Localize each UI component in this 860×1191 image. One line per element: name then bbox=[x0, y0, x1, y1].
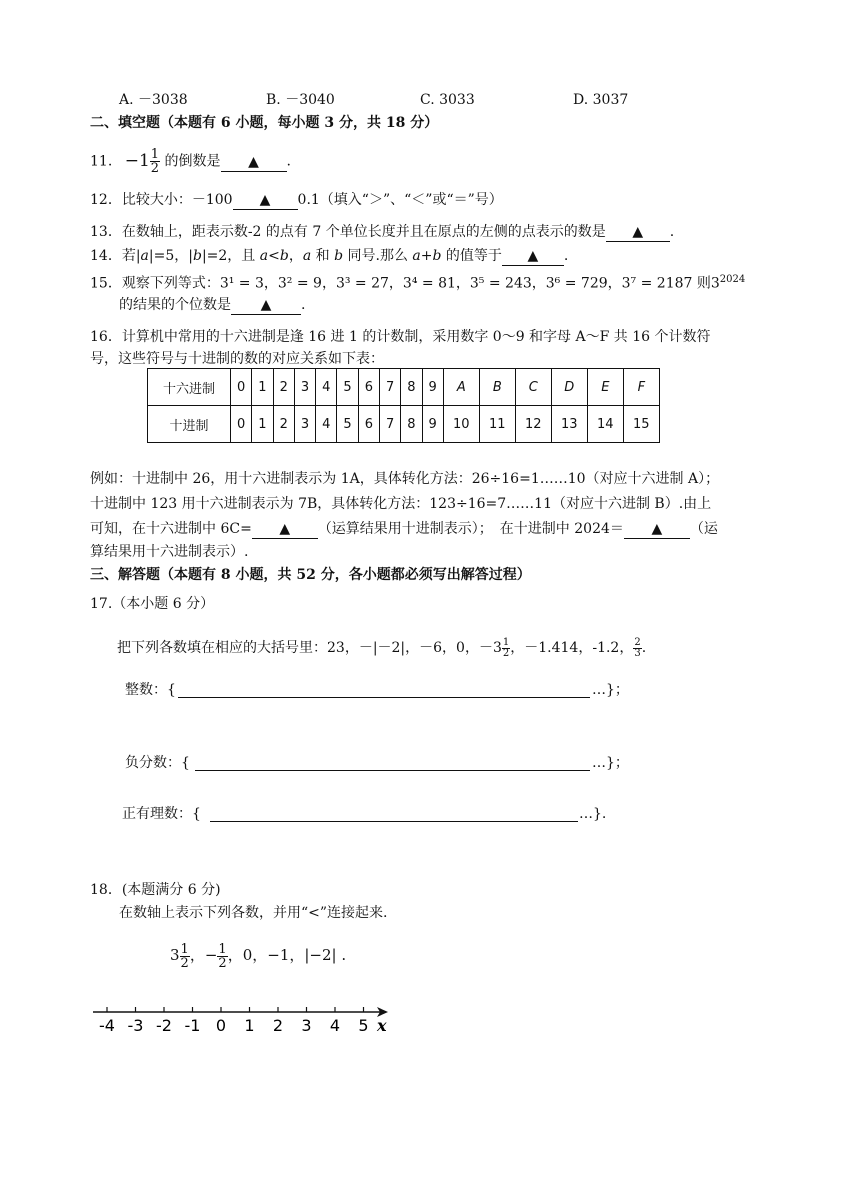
q16-line1: 16．计算机中常用的十六进制是逢 16 进 1 的计数制，采用数字 0～9 和字母 A～F 共 16 个计数符 bbox=[90, 329, 711, 345]
q14-answer-blank[interactable]: ▲ bbox=[502, 248, 564, 266]
q17-intro: 把下列各数填在相应的大括号里：23，－|－2|，－6，0，－3 $\frac{1}{2}$ ，－1.414，-1.2， $\frac{2}{3}$ . bbox=[117, 636, 647, 659]
q16-example1: 例如：十进制中 26，用十六进制表示为 1A，具体转化方法：26÷16=1……10（对应十六进制 A）； bbox=[90, 471, 720, 487]
axis-tick-label: -4 bbox=[99, 1016, 115, 1035]
axis-tick-label: 1 bbox=[244, 1016, 255, 1035]
q16-answer-blank-1[interactable]: ▲ bbox=[252, 521, 318, 539]
q18-numbers: 3 $\frac{1}{2}$ ，− $\frac{1}{2}$ ，0，−1，|−2| . bbox=[170, 941, 347, 971]
q18-intro: 在数轴上表示下列各数，并用“<”连接起来. bbox=[119, 905, 388, 921]
q17-integers: 整数：{ bbox=[125, 682, 176, 698]
q11-fraction: $\frac{1}{2}$ bbox=[150, 147, 160, 176]
axis-tick-label: -3 bbox=[127, 1016, 144, 1035]
q13: 13．在数轴上，距表示数-2 的点有 7 个单位长度并且在原点的左侧的点表示的数是 ▲ . bbox=[90, 224, 675, 240]
number-line[interactable] bbox=[90, 998, 410, 1048]
q11-answer-blank[interactable]: ▲ bbox=[221, 154, 287, 172]
axis-tick-label: 0 bbox=[215, 1016, 227, 1035]
q17-fraction-2: $\frac{2}{3}$ bbox=[634, 636, 641, 659]
q18-head: 18．(本题满分 6 分) bbox=[90, 882, 221, 898]
q17-positive-rationals: 正有理数：{ bbox=[122, 806, 201, 822]
q13-answer-blank[interactable]: ▲ bbox=[606, 224, 670, 242]
q16-line2: 号，这些符号与十进制的数的对应关系如下表： bbox=[90, 351, 384, 367]
option-b: B. －3040 bbox=[266, 92, 335, 108]
q16-example2: 十进制中 123 用十六进制表示为 7B，具体转化方法：123÷16=7……11（对应十六进制 B）.由上 bbox=[90, 496, 712, 512]
negative-fractions-answer-line[interactable] bbox=[195, 769, 590, 771]
q15: 15．观察下列等式：3¹ = 3，3² = 9，3³ = 27，3⁴ = 81，3⁵ = 243，3⁶ = 729，3⁷ = 2187 则$3^{2024}$ bbox=[90, 274, 746, 292]
integers-answer-line[interactable] bbox=[178, 696, 590, 698]
axis-tick-label: 2 bbox=[272, 1016, 284, 1035]
q17-head: 17.（本小题 6 分） bbox=[90, 596, 215, 612]
q16-example4: 算结果用十六进制表示）. bbox=[90, 544, 249, 560]
q12: 12．比较大小：－100 ▲ 0.1（填入“＞”、“＜”或“＝”号） bbox=[90, 192, 503, 208]
section3-title: 三、解答题（本题有 8 小题，共 52 分，各小题都必须写出解答过程） bbox=[90, 567, 531, 583]
q12-answer-blank[interactable]: ▲ bbox=[233, 192, 298, 210]
option-c: C. 3033 bbox=[420, 92, 475, 108]
q17-negative-fractions: 负分数：{ bbox=[125, 755, 190, 771]
axis-tick-label: 5 bbox=[358, 1016, 369, 1035]
axis-tick-label: -2 bbox=[156, 1016, 172, 1035]
q16-example3: 可知，在十六进制中 6C= ▲ （运算结果用十进制表示）； 在十进制中 2024＝ ▲ （运 bbox=[90, 521, 718, 537]
section2-title: 二、填空题（本题有 6 小题，每小题 3 分，共 18 分） bbox=[90, 115, 439, 131]
q15-line2: 的结果的个位数是 ▲ . bbox=[119, 297, 306, 313]
table-row: 十六进制 0 1 2 3 4 5 6 7 8 9 A B C D E F bbox=[148, 369, 660, 406]
axis-tick-label: -1 bbox=[184, 1016, 201, 1035]
hex-table bbox=[147, 368, 660, 443]
q17-fraction-1: $\frac{1}{2}$ bbox=[502, 636, 510, 659]
axis-tick-label: 3 bbox=[301, 1016, 312, 1035]
axis-label-x: x bbox=[377, 1016, 387, 1035]
q16-answer-blank-2[interactable]: ▲ bbox=[624, 521, 690, 539]
q14: 14．若|a|=5，|b|=2，且 a<b，a 和 b 同号.那么 a+b 的值等于 ▲ . bbox=[90, 248, 569, 264]
option-a: A. －3038 bbox=[119, 92, 188, 108]
option-d: D. 3037 bbox=[573, 92, 629, 108]
axis-tick-label: 4 bbox=[329, 1016, 341, 1035]
q11: 11. −1 $\frac{1}{2}$ 的倒数是 ▲ . bbox=[90, 147, 291, 176]
table-row: 十进制 0 1 2 3 4 5 6 7 8 9 10 11 12 13 14 15 bbox=[148, 406, 660, 443]
q15-answer-blank[interactable]: ▲ bbox=[231, 297, 301, 315]
positive-rationals-answer-line[interactable] bbox=[210, 820, 578, 822]
